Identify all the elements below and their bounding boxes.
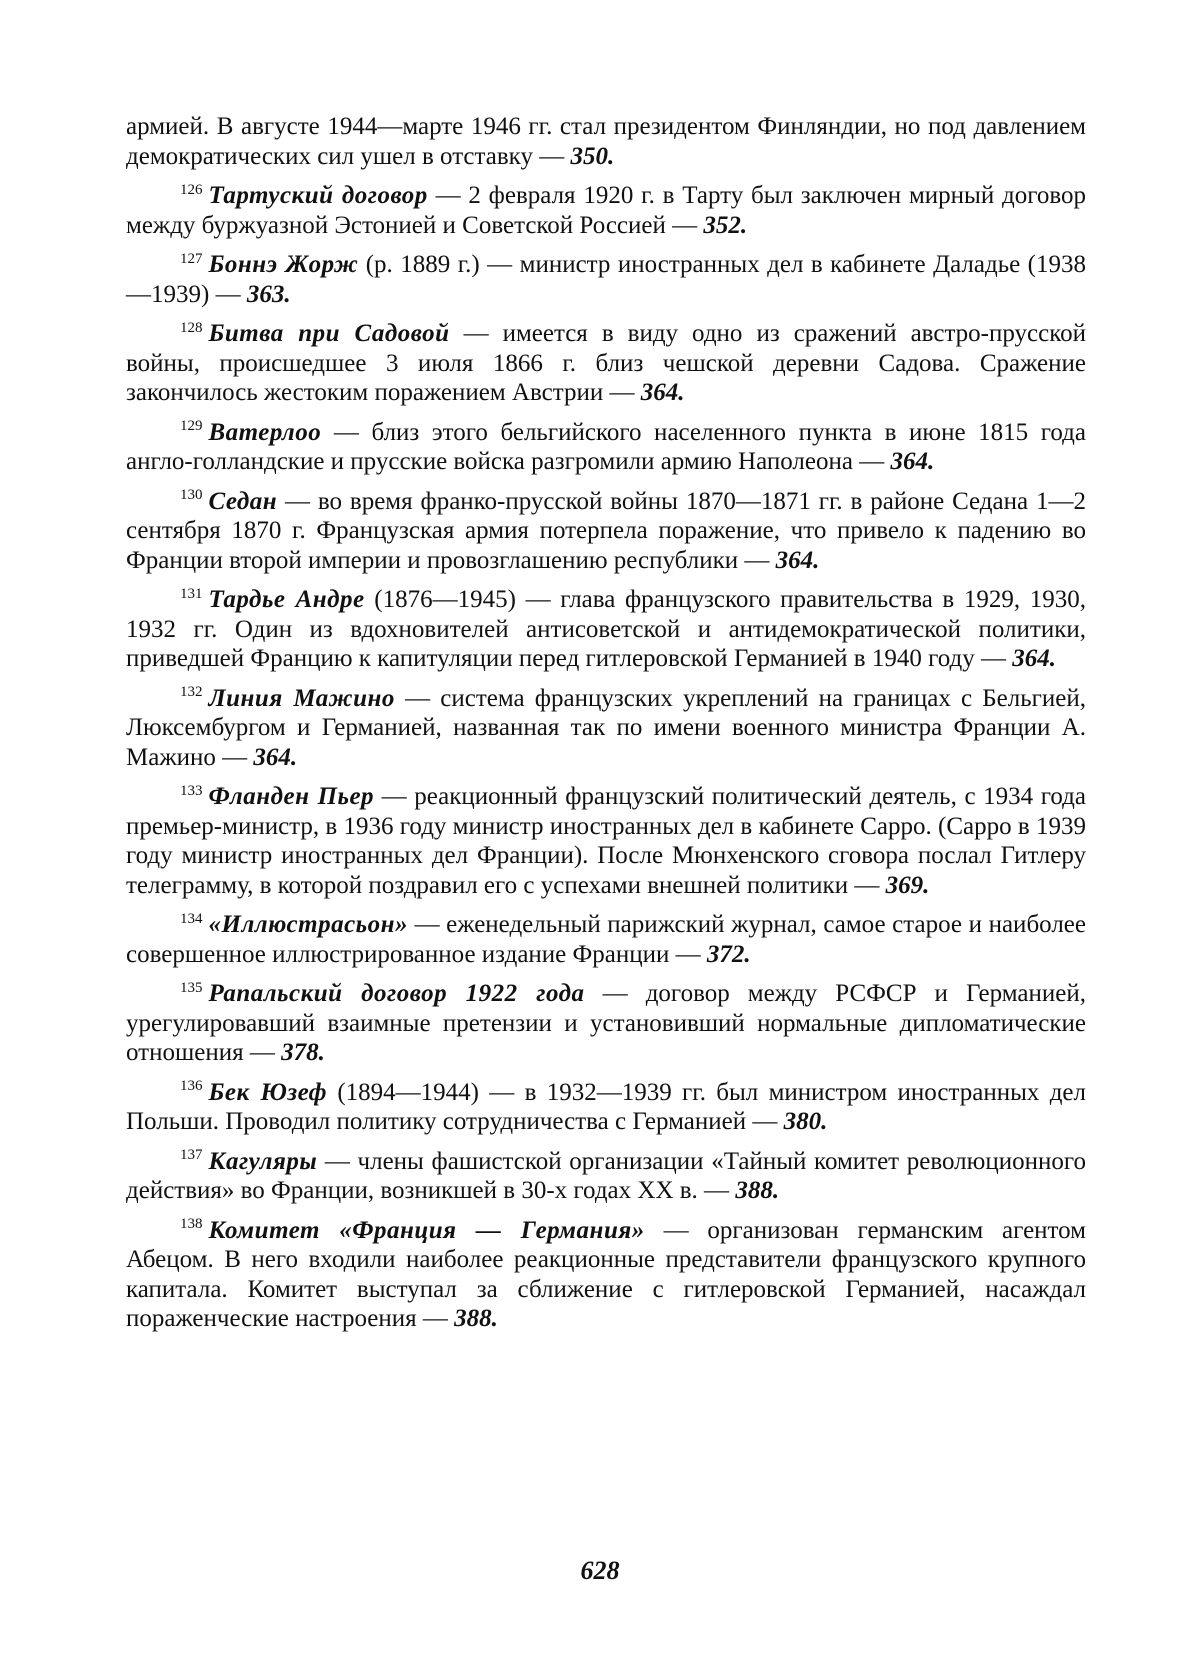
footnote-137 — [126, 1147, 1086, 1206]
page-reference: 364. — [775, 546, 820, 574]
page-reference: 364. — [1012, 645, 1056, 672]
note-body: — имеется в виду одно из сражений австро-прусской войны, происшедшее 3 июля 1866 г. близ чешской деревни Садова. Сражение закончилось жестоким поражением Австрии — — [126, 320, 1086, 406]
footnote-126 — [126, 181, 1086, 240]
note-number: 135 — [180, 979, 203, 996]
note-term: Тартуский договор — [208, 182, 428, 209]
continued-note — [126, 112, 1086, 171]
note-term: Тардье Андре — [208, 586, 365, 613]
page-reference: 378. — [281, 1039, 325, 1066]
note-term: Кагуляры — [208, 1147, 318, 1175]
note-number: 126 — [180, 181, 203, 198]
page-reference: 372. — [706, 940, 751, 968]
note-number: 137 — [180, 1147, 203, 1164]
footnote-131 — [126, 585, 1086, 674]
note-number: 133 — [180, 782, 203, 799]
note-number: 132 — [180, 684, 203, 701]
note-body: — 2 февраля 1920 г. в Тарту был заключен мирный договор между буржуазной Эстонией и Советской Россией — — [126, 182, 1086, 239]
note-term: Комитет «Франция — Германия» — [208, 1216, 645, 1244]
footnote-128 — [126, 319, 1086, 408]
note-body: — еженедельный парижский журнал, самое старое и наиболее совершенное иллюстрированное издание Франции — — [126, 911, 1086, 968]
note-body: — близ этого бельгийского населенного пункта в июне 1815 года англо-голландские и прусские войска разгромили армию Наполеона — — [126, 418, 1086, 475]
page-reference: 352. — [703, 211, 748, 239]
document-body — [126, 112, 1086, 1344]
note-number: 138 — [180, 1216, 203, 1233]
note-body: (р. 1889 г.) — министр иностранных дел в кабинете Даладье (1938—1939) — — [126, 251, 1087, 308]
note-body: (1894—1944) — в 1932—1939 гг. был министром иностранных дел Польши. Проводил политику сотрудничества с Германией — — [126, 1078, 1086, 1135]
page-reference: 364. — [253, 743, 298, 771]
page-reference: 363. — [246, 280, 291, 308]
note-term: Битва при Садовой — [208, 320, 450, 347]
footnote-129 — [126, 418, 1086, 477]
note-number: 130 — [180, 487, 203, 504]
note-number: 129 — [180, 418, 203, 435]
note-body: (1876—1945) — глава французского правительства в 1929, 1930, 1932 гг. Один из вдохновителей антисоветской и антидемократической политики, приведшей Францию к капитуляции перед гитлеровской Германией в 1940 году — — [126, 586, 1087, 672]
note-term: Ватерлоо — [208, 418, 322, 446]
note-body: — система французских укреплений на границах с Бельгией, Люксембургом и Германией, названная так по имени военного министра Франции А. Мажино — — [126, 684, 1086, 771]
note-body: — члены фашистской организации «Тайный комитет революционного действия» во Франции, возникшей в 30-х годах XX в. — — [126, 1147, 1086, 1204]
note-body: — организован германским агентом Абецом. В него входили наиболее реакционные представители французского крупного капитала. Комитет выступал за сближение с гитлеровской Германией, насаждал пораженческие настроения — — [126, 1216, 1086, 1332]
footnote-136 — [126, 1078, 1086, 1137]
note-term: Рапальский договор 1922 года — [208, 980, 585, 1007]
note-term: Боннэ Жорж — [208, 251, 359, 278]
footnote-133 — [126, 782, 1086, 900]
note-term: Фланден Пьер — [208, 783, 375, 810]
page-reference: 364. — [640, 379, 685, 406]
footnote-132 — [126, 684, 1086, 773]
note-term: Линия Мажино — [208, 684, 395, 712]
note-number: 136 — [180, 1078, 203, 1095]
note-number: 128 — [180, 319, 203, 336]
continued-note-text: армией. В августе 1944—марте 1946 гг. стал президентом Финляндии, но под давлением демократических сил ушел в отставку — — [126, 113, 1086, 170]
footnote-130 — [126, 487, 1086, 576]
page-number: 628 — [580, 1556, 620, 1585]
footnote-138 — [126, 1216, 1086, 1334]
footnote-135 — [126, 979, 1086, 1068]
page-reference: 369. — [885, 871, 930, 899]
note-number: 134 — [180, 910, 203, 927]
note-body: — реакционный французский политический деятель, с 1934 года премьер-министр, в 1936 году министр иностранных дел в кабинете Сарро. (Сарро в 1939 году министр иностранных дел Франции). После Мюнхенского сговора послал Гитлеру телеграмму, в которой поздравил его с успехами внешней политики — — [126, 783, 1086, 899]
note-term: «Иллюстрасьон» — [208, 911, 408, 938]
note-number: 127 — [180, 250, 203, 267]
page-reference: 380. — [783, 1108, 828, 1135]
page-reference: 388. — [454, 1305, 498, 1332]
note-body: — договор между РСФСР и Германией, урегулировавший взаимные претензии и установивший нормальные дипломатические отношения — — [126, 980, 1087, 1066]
footnote-127 — [126, 250, 1086, 309]
page-reference: 388. — [735, 1177, 780, 1204]
page-reference: 364. — [890, 448, 935, 475]
note-term: Бек Юзеф — [208, 1078, 327, 1106]
note-body: — во время франко-прусской войны 1870—1871 гг. в районе Седана 1—2 сентября 1870 г. Французская армия потерпела поражение, что привело к падению во Франции второй империи и провозглашению республики — — [126, 487, 1086, 574]
note-term: Седан — [208, 487, 278, 515]
note-number: 131 — [180, 585, 203, 602]
footnote-134 — [126, 910, 1086, 969]
page-reference: 350. — [570, 142, 615, 170]
